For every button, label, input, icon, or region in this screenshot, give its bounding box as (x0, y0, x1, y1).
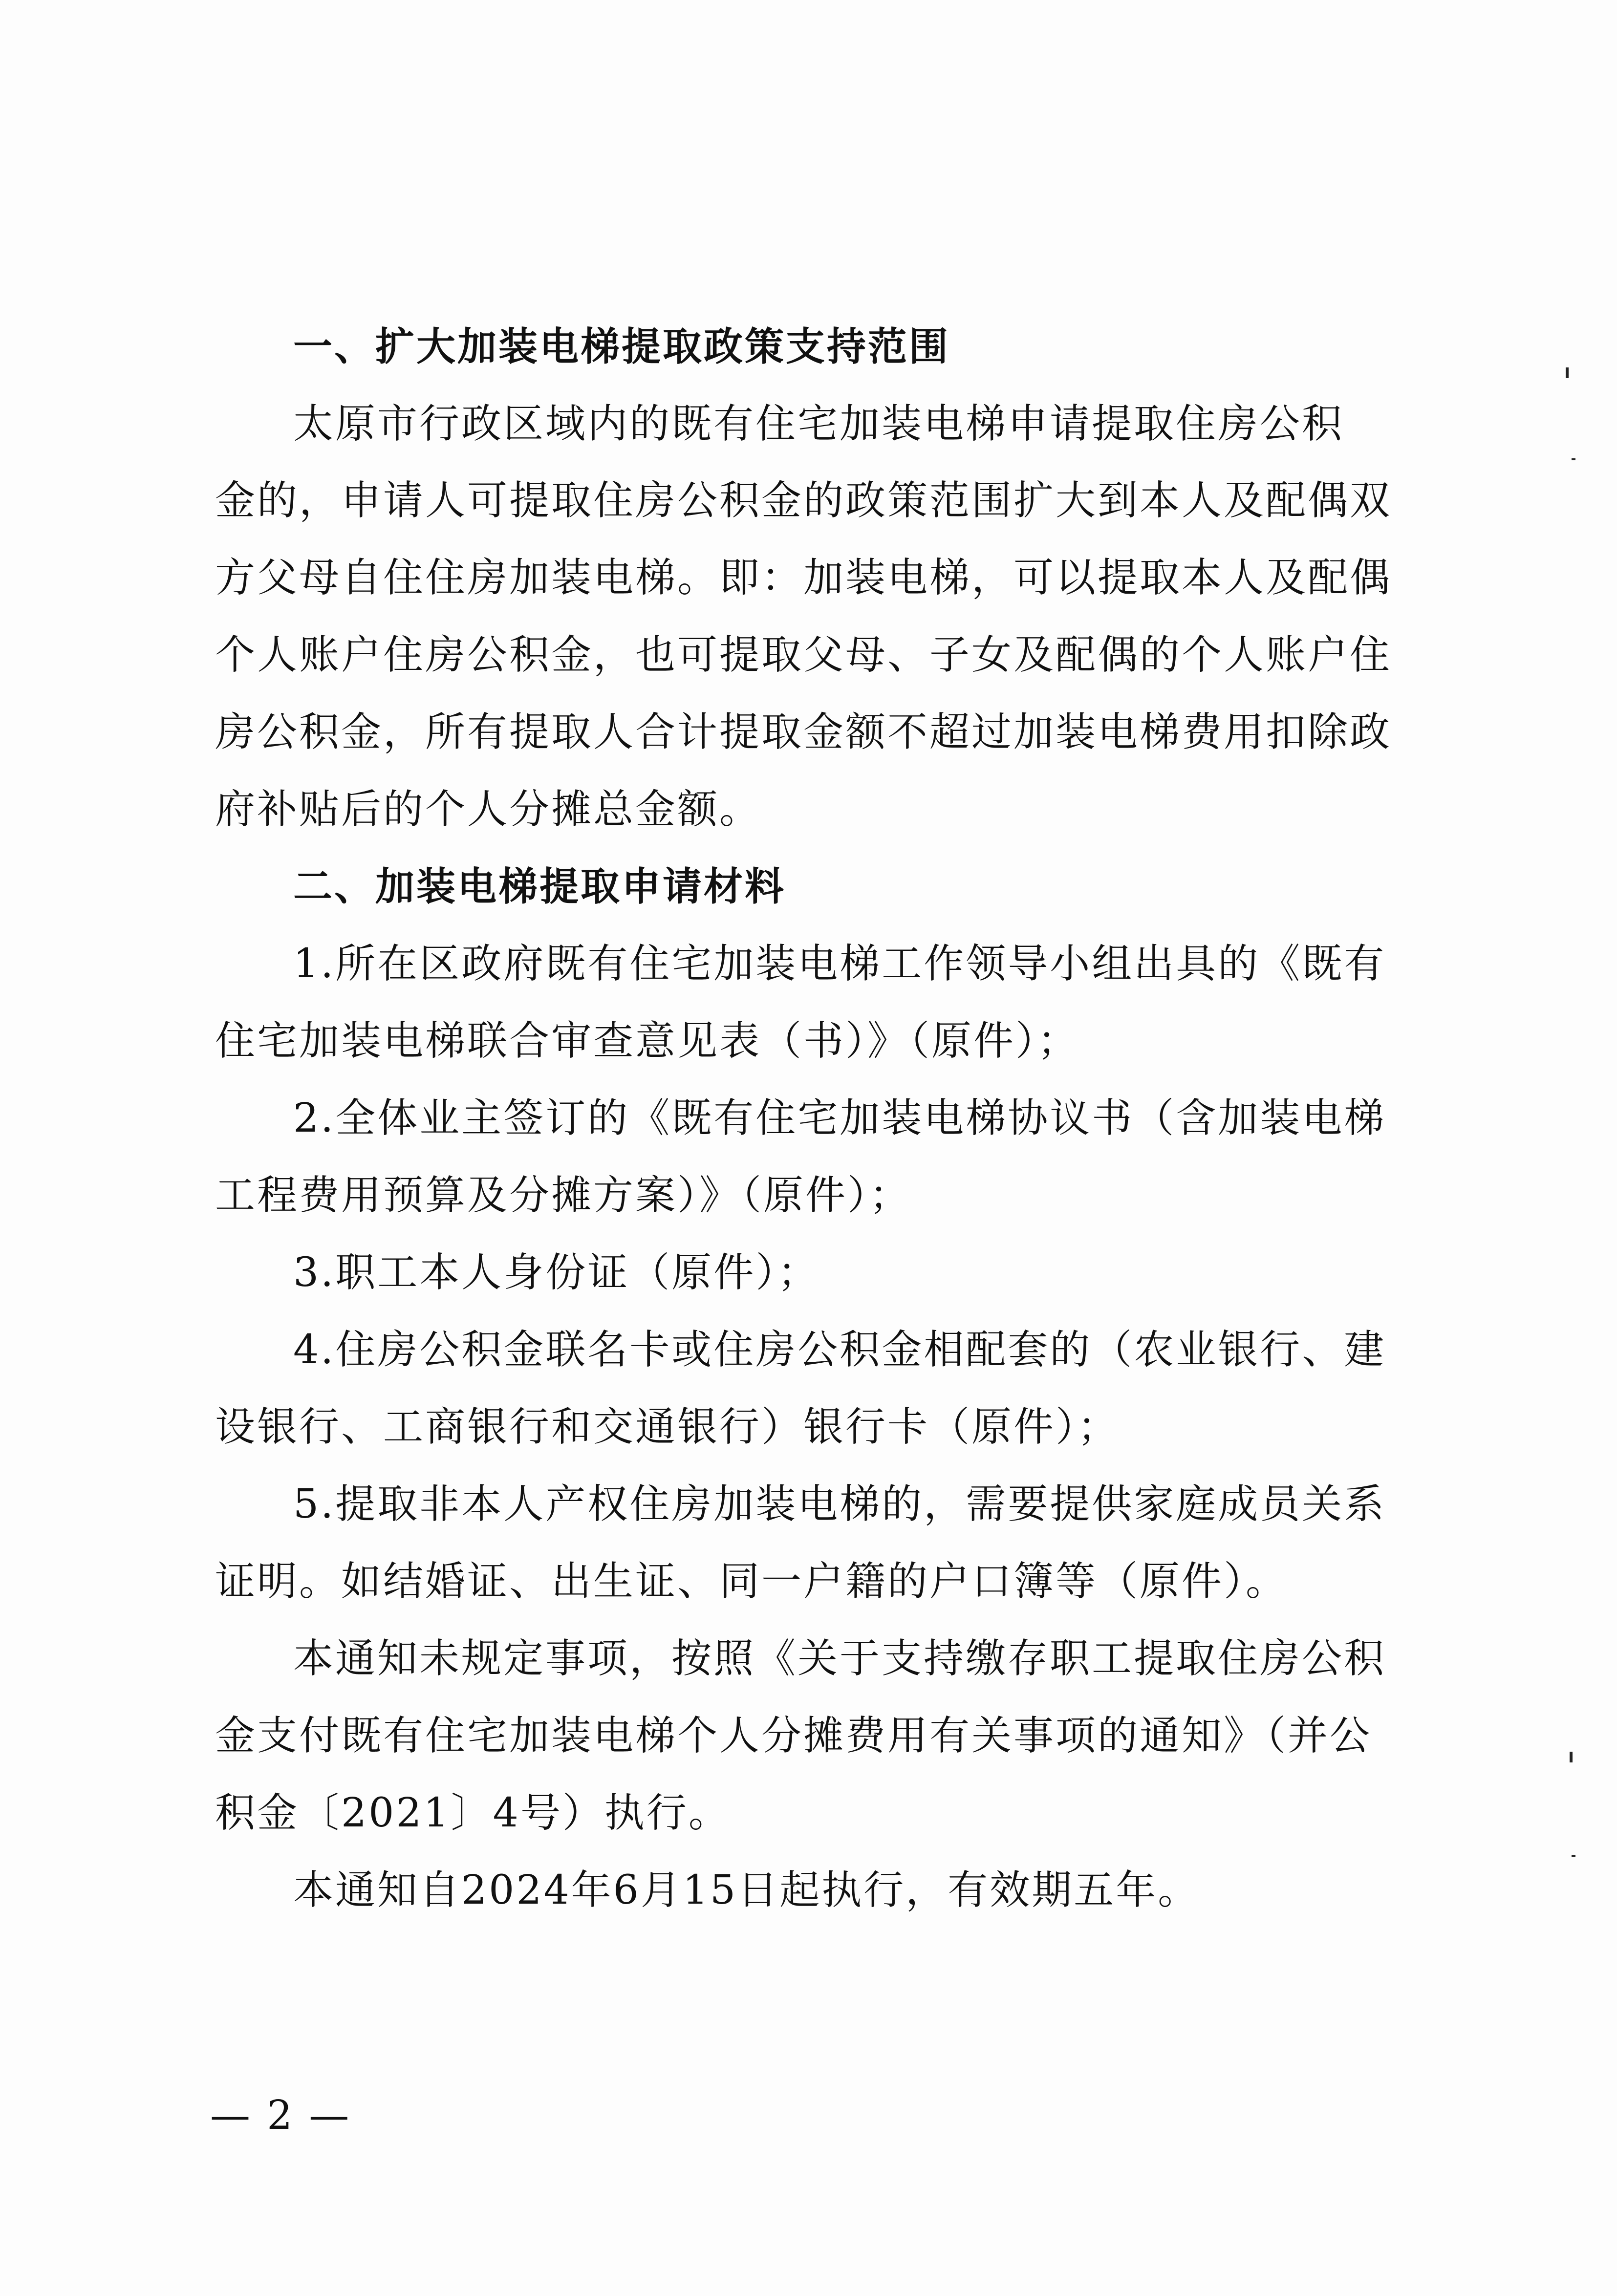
list-item-line: 住宅加装电梯联合审查意见表（书）》（原件）； (215, 1018, 1080, 1064)
list-item-line: 4.住房公积金联名卡或住房公积金相配套的（农业银行、建 (293, 1327, 1386, 1373)
list-item-line: 1.所在区政府既有住宅加装电梯工作领导小组出具的《既有 (293, 941, 1386, 987)
paragraph-line: 本通知未规定事项，按照《关于支持缴存职工提取住房公积 (293, 1635, 1386, 1682)
paragraph-line: 府补贴后的个人分摊总金额。 (215, 786, 762, 833)
list-item-line: 3.职工本人身份证（原件）； (293, 1249, 820, 1296)
section-heading-2: 二、加装电梯提取申请材料 (293, 864, 786, 909)
paragraph-line: 金支付既有住宅加装电梯个人分摊费用有关事项的通知》（并公 (215, 1713, 1372, 1759)
paragraph-line: 太原市行政区域内的既有住宅加装电梯申请提取住房公积 (293, 401, 1344, 447)
list-item-line: 2.全体业主签订的《既有住宅加装电梯协议书（含加装电梯 (293, 1095, 1386, 1141)
paragraph-line: 方父母自住住房加装电梯。即：加装电梯，可以提取本人及配偶 (215, 555, 1392, 601)
paragraph-line: 积金〔2021〕4号）执行。 (215, 1790, 731, 1836)
list-item-line: 设银行、工商银行和交通银行）银行卡（原件）； (215, 1404, 1120, 1450)
scan-speck (1572, 1855, 1575, 1857)
paragraph-line: 本通知自2024年6月15日起执行，有效期五年。 (293, 1867, 1200, 1913)
list-item-line: 工程费用预算及分摊方案）》（原件）； (215, 1172, 912, 1219)
scan-speck (1572, 458, 1575, 460)
list-item-line: 5.提取非本人产权住房加装电梯的，需要提供家庭成员关系 (293, 1481, 1386, 1527)
list-item-line: 证明。如结婚证、出生证、同一户籍的户口簿等（原件）。 (215, 1558, 1288, 1605)
section-heading-1: 一、扩大加装电梯提取政策支持范围 (293, 324, 950, 369)
page-number: — 2 — (210, 2092, 351, 2139)
scan-speck (1566, 367, 1569, 378)
paragraph-line: 个人账户住房公积金，也可提取父母、子女及配偶的个人账户住 (215, 632, 1392, 678)
scan-speck (1570, 1752, 1573, 1762)
paragraph-line: 金的，申请人可提取住房公积金的政策范围扩大到本人及配偶双 (215, 477, 1392, 524)
paragraph-line: 房公积金，所有提取人合计提取金额不超过加装电梯费用扣除政 (215, 709, 1392, 755)
